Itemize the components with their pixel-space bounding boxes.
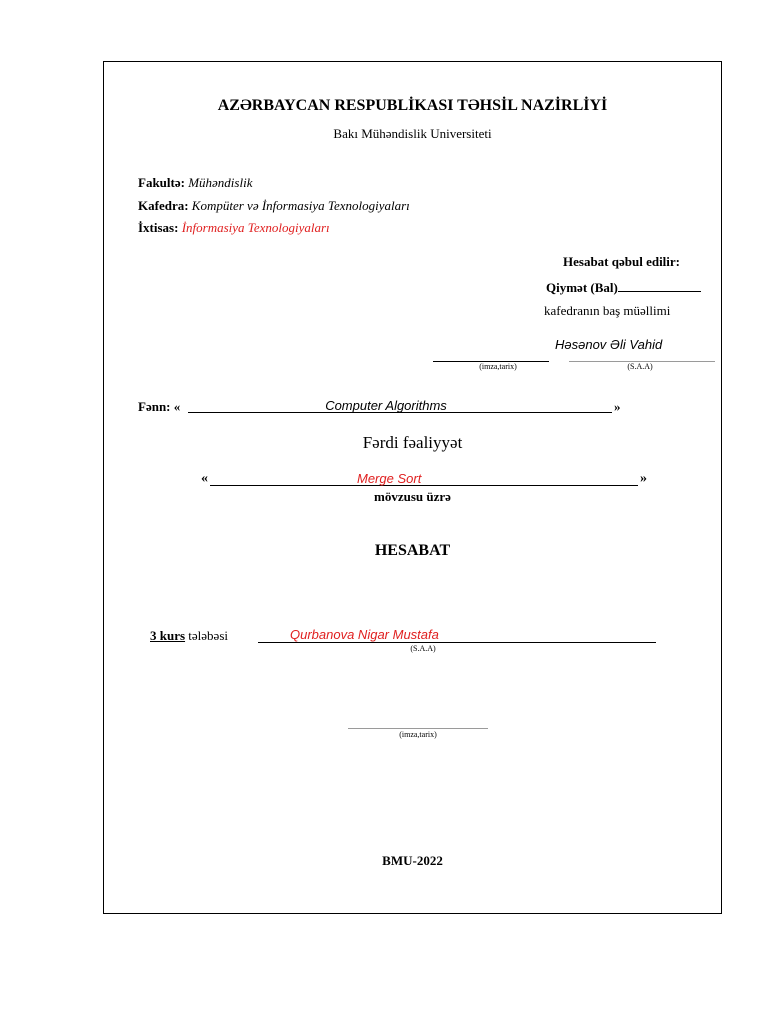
footer-year: BMU-2022: [382, 853, 443, 868]
department-label: Kafedra:: [138, 198, 189, 213]
subject-label: Fənn: «: [138, 399, 181, 414]
student-role: tələbəsi: [185, 628, 229, 643]
ministry-title: AZƏRBAYCAN RESPUBLİKASI TƏHSİL NAZİRLİYİ: [217, 97, 608, 114]
topic-value: Merge Sort: [357, 471, 422, 486]
subject-value: Computer Algorithms: [325, 398, 447, 413]
student-saa-caption: (S.A.A): [410, 644, 436, 653]
student-signature-line: [348, 728, 488, 729]
department-value: Kompüter və İnformasiya Texnologiyaları: [191, 198, 410, 213]
grade-line: [546, 279, 701, 296]
subject-close-quote: »: [614, 399, 621, 414]
teacher-sign-date-caption: (imza,tarix): [479, 362, 517, 371]
topic-open-quote: «: [201, 471, 208, 486]
student-name-underline: [258, 642, 656, 643]
university-name: Bakı Mühəndislik Universiteti: [333, 126, 492, 141]
teacher-name: Həsənov Əli Vahid: [555, 337, 663, 352]
faculty-line: [138, 175, 252, 191]
specialty-value: İnformasiya Texnologiyaları: [181, 220, 330, 235]
grade-label: Qiymət (Bal): [546, 280, 618, 295]
student-line: [150, 628, 228, 644]
department-line: [138, 198, 410, 214]
faculty-value: Mühəndislik: [188, 175, 253, 190]
student-course: 3 kurs: [150, 628, 186, 643]
topic-caption: mövzusu üzrə: [374, 489, 451, 504]
student-sign-date-caption: (imza,tarix): [399, 730, 437, 739]
report-title: HESABAT: [374, 542, 451, 559]
grade-blank: [618, 279, 701, 292]
teacher-saa-caption: (S.A.A): [627, 362, 653, 371]
teacher-role: kafedranın baş müəllimi: [544, 303, 671, 318]
acceptance-title: Hesabat qəbul edilir:: [563, 254, 681, 269]
specialty-label: İxtisas:: [138, 220, 179, 235]
topic-close-quote: »: [640, 471, 647, 486]
student-name: Qurbanova Nigar Mustafa: [290, 627, 439, 642]
topic-underline: [210, 485, 638, 486]
activity-title: Fərdi fəaliyyət: [362, 433, 463, 452]
specialty-line: [138, 220, 330, 236]
faculty-label: Fakultə:: [138, 175, 185, 190]
